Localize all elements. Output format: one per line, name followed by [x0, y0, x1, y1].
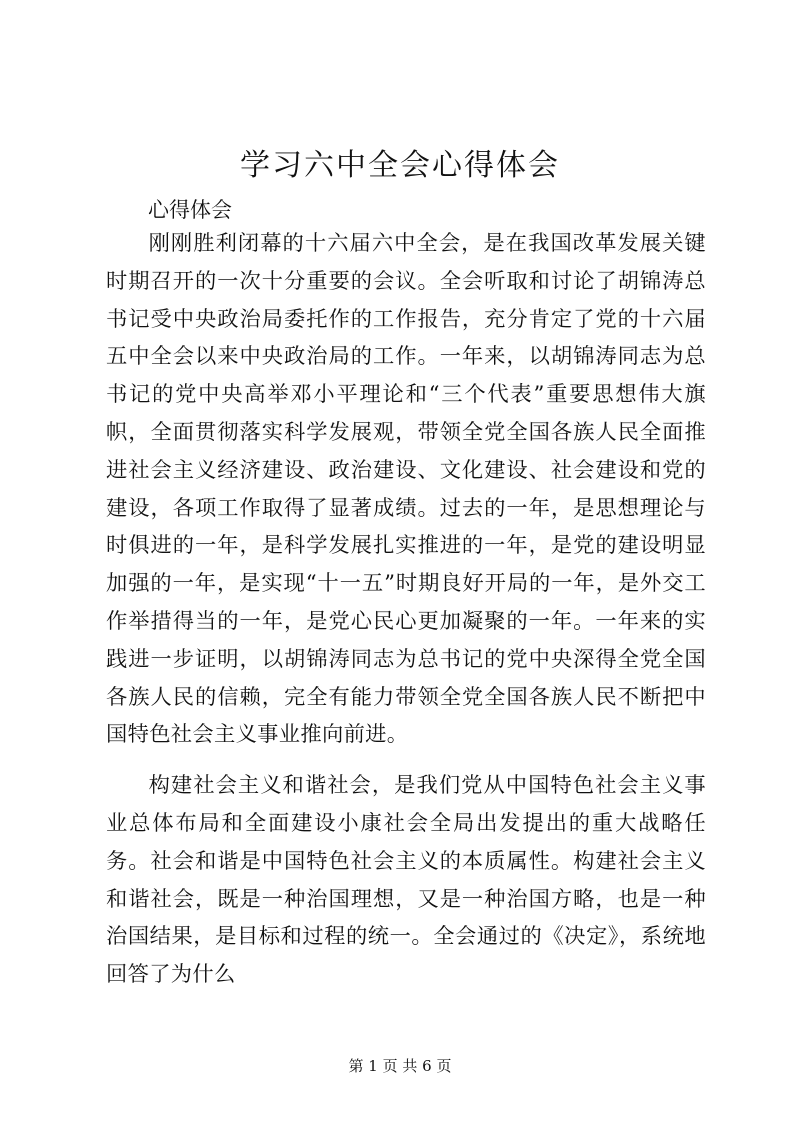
body-paragraph-1: 刚刚胜利闭幕的十六届六中全会，是在我国改革发展关键时期召开的一次十分重要的会议。全会听取和讨论了胡锦涛总书记受中央政治局委托作的工作报告，充分肯定了党的十六届五中全会以来中央政治局的工作。一年来，以胡锦涛同志为总书记的党中央高举邓小平理论和“三个代表”重要思想伟大旗帜，全面贯彻落实科学发展观，带领全党全国各族人民全面推进社会主义经济建设、政治建设、文化建设、社会建设和党的建设，各项工作取得了显著成绩。过去的一年，是思想理论与时俱进的一年，是科学发展扎实推进的一年，是党的建设明显加强的一年，是实现“十一五”时期良好开局的一年，是外交工作举措得当的一年，是党心民心更加凝聚的一年。一年来的实践进一步证明，以胡锦涛同志为总书记的党中央深得全党全国各族人民的信赖，完全有能力带领全党全国各族人民不断把中国特色社会主义事业推向前进。 [106, 231, 706, 748]
document-title: 学习六中全会心得体会 [240, 148, 560, 183]
body-paragraph-2: 构建社会主义和谐社会，是我们党从中国特色社会主义事业总体布局和全面建设小康社会全局出发提出的重大战略任务。社会和谐是中国特色社会主义的本质属性。构建社会主义和谐社会，既是一种治国理想，又是一种治国方略，也是一种治国结果，是目标和过程的统一。全会通过的《决定》，系统地回答了为什么 [106, 773, 706, 988]
page-footer: 第 1 页 共 6 页 [348, 1057, 452, 1075]
document-body [106, 225, 706, 994]
document-subheading: 心得体会 [148, 198, 232, 222]
